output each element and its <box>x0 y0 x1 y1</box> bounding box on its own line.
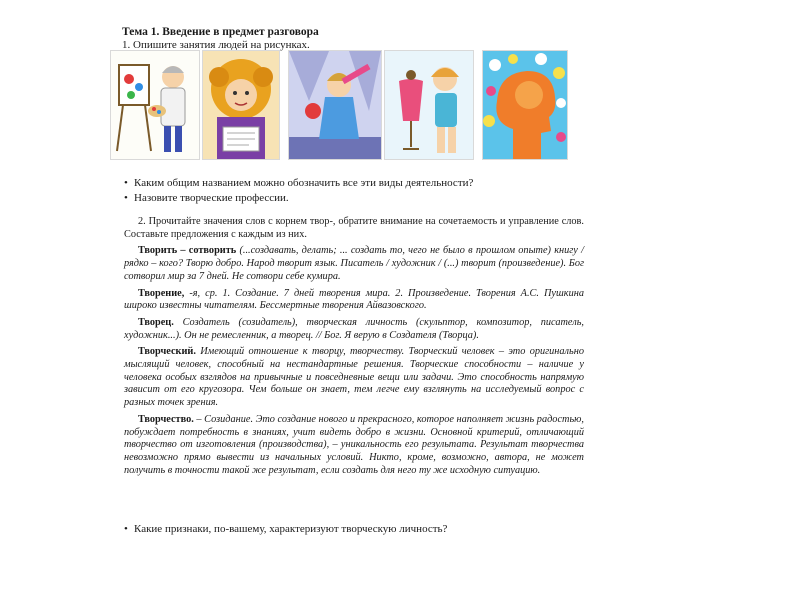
seamstress-illustration <box>384 50 474 160</box>
bullet-icon: • <box>124 177 128 189</box>
mind-illustration <box>482 50 568 160</box>
painter-image <box>111 51 199 159</box>
author-illustration <box>202 50 280 160</box>
definition-paragraph <box>124 288 584 313</box>
definition-term: Творческий. <box>138 346 196 358</box>
question-list <box>124 176 586 206</box>
definition-paragraph <box>124 245 584 283</box>
question-item <box>124 522 586 536</box>
definition-text: Создатель (созидатель), творческая личность (скульптор, композитор, писатель, художник...). Он не ремесленник, а творец. // Бог. Я верую в Создателя (Творца). <box>124 316 584 341</box>
definition-term: Творение, <box>138 287 185 299</box>
dancer-image <box>289 51 381 159</box>
definition-paragraph <box>124 317 584 342</box>
topic-title: Тема 1. Введение в предмет разговора <box>122 26 319 38</box>
definition-text: -я, ср. 1. Создание. 7 дней творения мира. 2. Произведение. Творения А.С. Пушкина широко известны читателям. Бессмертные творения Айвазовского. <box>124 287 584 312</box>
definition-text: Имеющий отношение к творцу, творчеству. Творческий человек – это оригинально мыслящий человек, способный на нестандартные решения. Творческие способности – наличие у человека особых взглядов на привычные и повседневные вещи или задачи. Это способность напрямую зависит от его кругозора. Чем больше он знает, тем легче ему взглянуть на исследуемый вопрос с разных точек зрения. <box>124 346 584 409</box>
task-1: 1. Опишите занятия людей на рисунках. <box>122 39 310 51</box>
task-2-text: 2. Прочитайте значения слов с корнем твор-, обратите внимание на сочетаемость и управление слов. Составьте предложения с каждым из них. <box>124 216 584 240</box>
question-text: Какие признаки, по-вашему, характеризуют творческую личность? <box>134 523 448 535</box>
bullet-icon: • <box>124 192 128 204</box>
definition-term: Творец. <box>138 316 174 328</box>
seamstress-image <box>385 51 473 159</box>
definition-term: Творчество. <box>138 413 194 425</box>
definition-paragraph <box>124 414 584 478</box>
mind-image <box>483 51 567 159</box>
painter-illustration <box>110 50 200 160</box>
question-text: Каким общим названием можно обозначить все эти виды деятельности? <box>134 177 474 189</box>
dancer-illustration <box>288 50 382 160</box>
definition-text: – Созидание. Это создание нового и прекрасного, которое наполняет жизнь радостью, побуждает потребность в знаниях, учит видеть добро в жизни. Основной критерий, отличающий творчество от изготовления (производства), – уникальность его результата. Результат творчества невозможно прямо вывести из начальных условий. Никто, кроме, возможно, автора, не может получить в точности такой же результат, если создать для него ту же исходную ситуацию. <box>124 413 584 476</box>
bullet-icon: • <box>124 523 128 535</box>
definition-text: (...создавать, делать; ... создать то, чего не было в прошлом опыте) книгу / рядко – кого? Творю добро. Народ творит язык. Писатель / художник / (...) творит (произведение). Бог сотворил мир за 7 дней. Не сотвори себе кумира. <box>124 245 584 282</box>
author-image <box>203 51 279 159</box>
task-2 <box>124 216 584 241</box>
definition-paragraph <box>124 346 584 410</box>
question-item <box>124 176 586 191</box>
final-question <box>124 522 586 536</box>
question-text: Назовите творческие профессии. <box>134 192 289 204</box>
question-item <box>124 191 586 206</box>
document-body <box>124 216 584 477</box>
picture-strip <box>110 50 566 160</box>
definition-term: Творить – сотворить <box>138 245 237 257</box>
document-header <box>122 26 584 52</box>
